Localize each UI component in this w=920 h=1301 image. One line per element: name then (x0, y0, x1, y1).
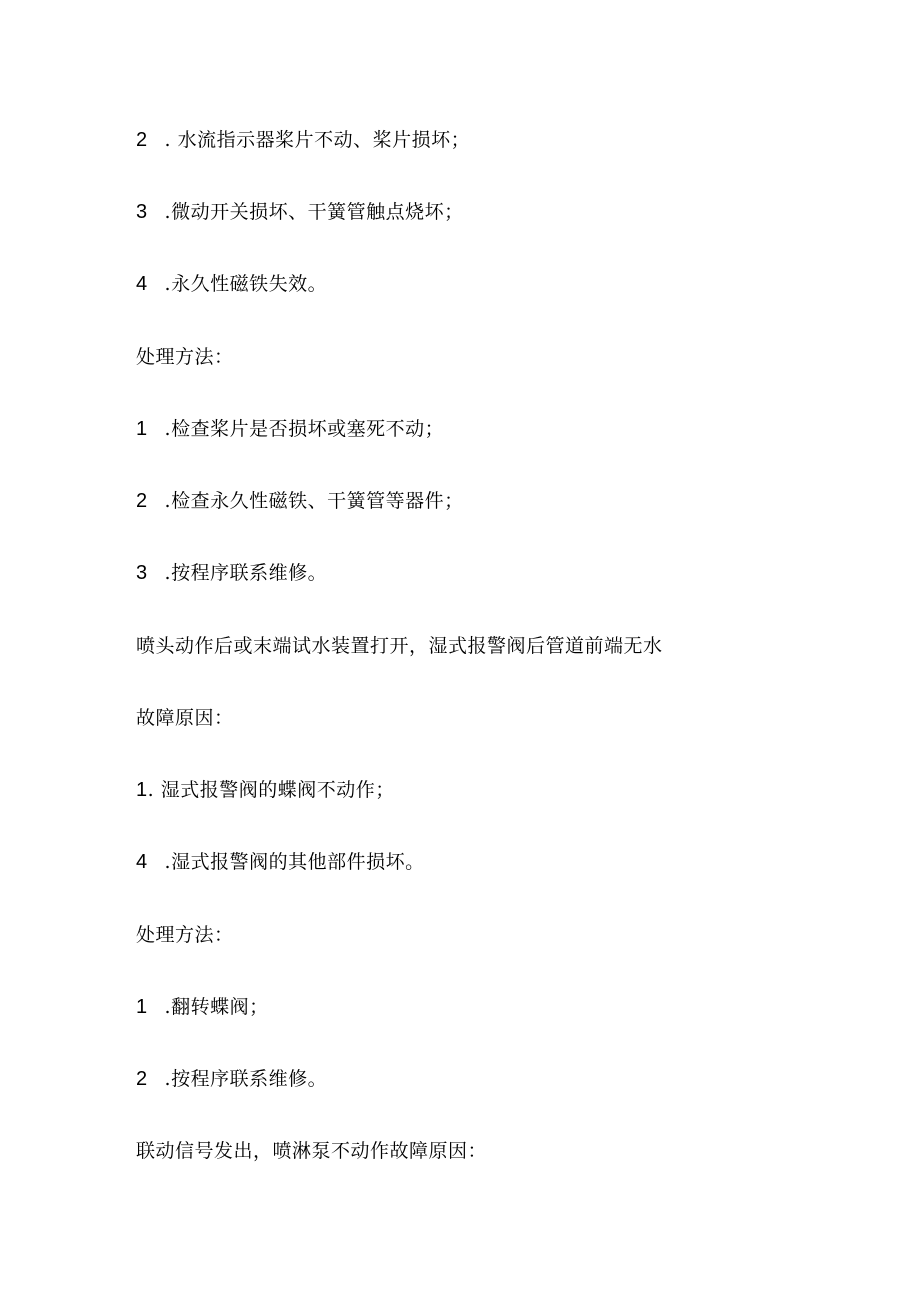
section-heading-text: 处理方法： (136, 346, 234, 368)
list-item-text: .检查永久性磁铁、干簧管等器件； (158, 490, 464, 512)
list-item (136, 416, 444, 442)
list-item (136, 127, 470, 153)
list-item (136, 994, 269, 1020)
list-item-text: .检查桨片是否损坏或塞死不动； (158, 418, 445, 440)
list-item (136, 849, 425, 875)
list-item-text: .湿式报警阀的其他部件损坏。 (158, 851, 425, 873)
list-item-text: .翻转蝶阀； (158, 996, 269, 1018)
list-number: 1 (136, 779, 148, 801)
list-number: 4 (136, 851, 148, 873)
list-item-text: .微动开关损坏、干簧管触点烧坏； (158, 201, 464, 223)
list-item (136, 271, 327, 297)
paragraph (136, 1138, 487, 1164)
list-item (136, 488, 464, 514)
list-number: 1 (136, 418, 148, 440)
list-number: 2 (136, 129, 148, 151)
section-heading (136, 705, 234, 731)
list-number: 3 (136, 562, 148, 584)
list-item-text: . 水流指示器桨片不动、桨片损坏； (158, 129, 471, 151)
paragraph-text: 联动信号发出，喷淋泵不动作故障原因： (136, 1140, 488, 1162)
section-heading-text: 故障原因： (136, 707, 234, 729)
list-number: 2 (136, 490, 148, 512)
list-number: 2 (136, 1068, 148, 1090)
paragraph-text: 喷头动作后或末端试水装置打开，湿式报警阀后管道前端无水 (136, 635, 663, 657)
section-heading (136, 344, 234, 370)
list-item (136, 560, 327, 586)
list-item-text: .按程序联系维修。 (158, 1068, 328, 1090)
list-item-text: .永久性磁铁失效。 (158, 273, 328, 295)
paragraph (136, 633, 663, 659)
list-item-text: .按程序联系维修。 (158, 562, 328, 584)
list-item (136, 777, 395, 803)
list-number: 4 (136, 273, 148, 295)
list-number: 3 (136, 201, 148, 223)
list-item-text: . 湿式报警阀的蝶阀不动作； (147, 779, 395, 801)
section-heading-text: 处理方法： (136, 924, 234, 946)
list-item (136, 199, 464, 225)
section-heading (136, 922, 234, 948)
list-number: 1 (136, 996, 148, 1018)
list-item (136, 1066, 327, 1092)
